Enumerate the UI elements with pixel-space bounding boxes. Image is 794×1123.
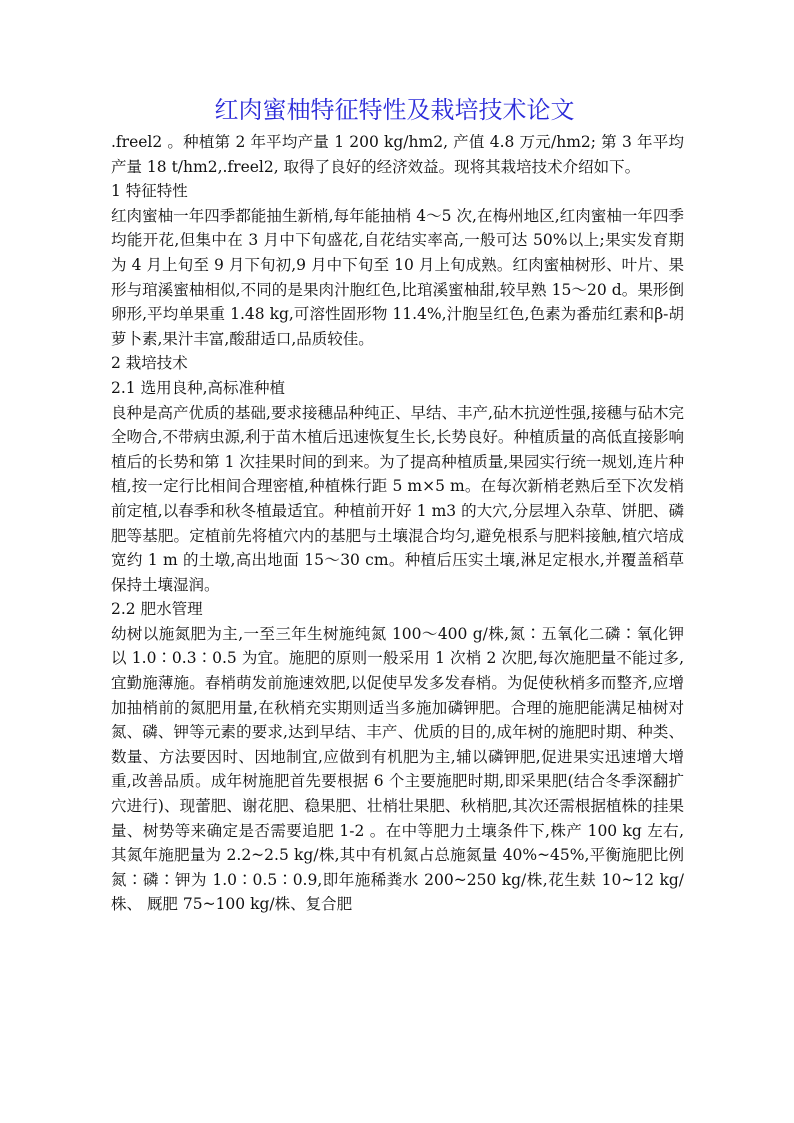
intro-paragraph: .freel2 。种植第 2 年平均产量 1 200 kg/hm2, 产值 4.8 万元/hm2; 第 3 年平均产量 18 t/hm2,.freel2, 取得了良好的经济效益。现将其栽培技术介绍如下。 bbox=[111, 133, 684, 176]
subsection-heading-2-1: 2.1 选用良种,高标准种植 bbox=[111, 378, 286, 397]
paragraph-planting: 良种是高产优质的基础,要求接穗品种纯正、早结、丰产,砧木抗逆性强,接穗与砧木完全吻合,不带病虫源,利于苗木植后迅速恢复生长,长势良好。种植质量的高低直接影响植后的长势和第 1 次挂果时间的到来。为了提高种植质量,果园实行统一规划,连片种植,按一定行比相间合理密植,种植株行距 5 m×5 m。在每次新梢老熟后至下次发梢前定植,以春季和秋冬植最适宜。种植前开好 1 m3 的大穴,分层埋入杂草、饼肥、磷肥等基肥。定植前先将植穴内的基肥与土壤混合均匀,避免根系与肥料接触,植穴培成宽约 1 m 的土墩,高出地面 15～30 cm。种植后压实土壤,淋足定根水,并覆盖稻草保持土壤湿润。 bbox=[111, 403, 684, 594]
section-heading-2: 2 栽培技术 bbox=[111, 354, 188, 373]
document-title: 红肉蜜柚特征特性及栽培技术论文 bbox=[214, 96, 575, 124]
paragraph-fertilizer: 幼树以施氮肥为主,一至三年生树施纯氮 100～400 g/株,氮∶五氧化二磷∶氧化钾以 1.0∶0.3∶0.5 为宜。施肥的原则一般采用 1 次梢 2 次肥,每次施肥量不能过多,宜勤施薄施。春梢萌发前施速效肥,以促使早发多发春梢。为促使秋梢多而整齐,应增加抽梢前的氮肥用量,在秋梢充实期则适当多施加磷钾肥。合理的施肥能满足柚树对氮、磷、钾等元素的要求,达到早结、丰产、优质的目的,成年树的施肥时期、种类、数量、方法要因时、因地制宜,应做到有机肥为主,辅以磷钾肥,促进果实迅速增大增重,改善品质。成年树施肥首先要根据 6 个主要施肥时期,即采果肥(结合冬季深翻扩穴进行)、现蕾肥、谢花肥、稳果肥、壮梢壮果肥、秋梢肥,其次还需根据植株的挂果量、树势等来确定是否需要追肥 1-2 。在中等肥力土壤条件下,株产 100 kg 左右,其氮年施肥量为 2.2~2.5 kg/株,其中有机氮占总施氮量 40%~45%,平衡施肥比例氮∶磷∶钾为 1.0∶0.5∶0.9,即年施稀粪水 200~250 kg/株,花生麸 10~12 kg/株、 厩肥 75~100 kg/株、复合肥 bbox=[111, 624, 684, 914]
subsection-heading-2-2: 2.2 肥水管理 bbox=[111, 600, 203, 619]
document-page bbox=[111, 94, 684, 917]
section-heading-1: 1 特征特性 bbox=[111, 182, 188, 201]
paragraph-characteristics: 红肉蜜柚一年四季都能抽生新梢,每年能抽梢 4～5 次,在梅州地区,红肉蜜柚一年四季均能开花,但集中在 3 月中下旬盛花,自花结实率高,一般可达 50%以上;果实发育期为 4 月上旬至 9 月下旬初,9 月中下旬至 10 月上旬成熟。红肉蜜柚树形、叶片、果形与琯溪蜜柚相似,不同的是果肉汁胞红色,比琯溪蜜柚甜,较早熟 15～20 d。果形倒卵形,平均单果重 1.48 kg,可溶性固形物 11.4%,汁胞呈红色,色素为番茄红素和β-胡萝卜素,果汁丰富,酸甜适口,品质较佳。 bbox=[111, 206, 684, 348]
